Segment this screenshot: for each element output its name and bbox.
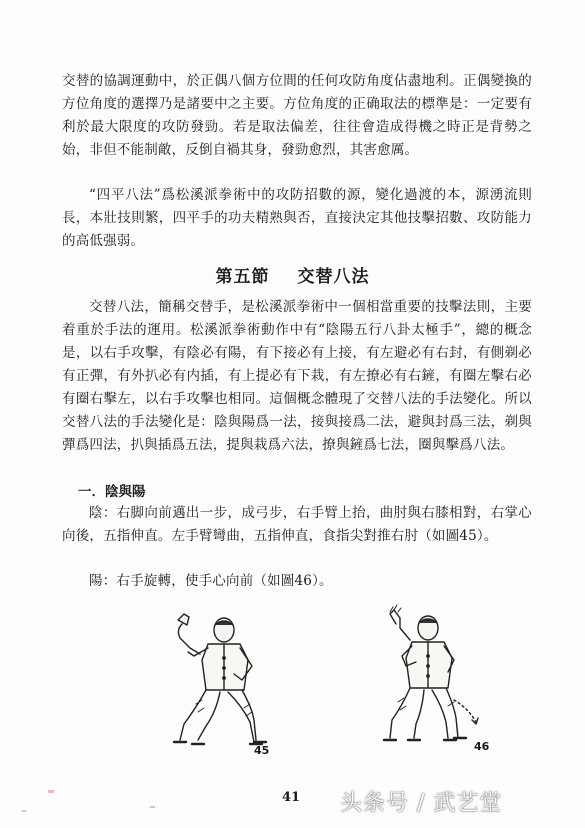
paragraph-4-text: 陰：右脚向前邁出一步，成弓步，右手臂上抬，曲肘與右膝相對，右掌心向後，五指伸直。左手臂彎曲，五指伸直，食指尖對推右肘（如圖45）。 <box>62 505 532 544</box>
paragraph-4 <box>62 502 532 548</box>
section-title-text: 交替八法 <box>297 267 370 287</box>
paragraph-5 <box>62 570 532 593</box>
figure-45-number: 45 <box>254 744 270 757</box>
paragraph-3 <box>62 296 532 457</box>
paragraph-1-text: 交替的協調運動中，於正偶八個方位間的任何攻防角度佔盡地利。正偶變換的方位角度的選擇乃是諸要中之主要。方位角度的正确取法的標準是：一定要有利於最大限度的攻防發勁。若是取法偏差，往往會造成得機之時正是背勢之始，非但不能制敵，反倒自禍其身，發勁愈烈，其害愈厲。 <box>62 73 532 158</box>
martial-artist-figure-icon <box>162 608 312 758</box>
paragraph-3-text: 交替八法，簡稱交替手，是松溪派拳術中一個相當重要的技擊法則，主要着重於手法的運用。松溪派拳術動作中有“陰陽五行八卦太極手”，總的概念是，以右手攻擊，有陰必有陽，有下接必有上接，有左避必有右封，有側剃必有正彈，有外扒必有内插，有上提必有下栽，有左撩必有右鏟，有圈左擊右必有圈右擊左，以右手攻擊也相同。這個概念體現了交替八法的手法變化。所以交替八法的手法變化是：陰與陽爲一法，接與接爲二法，避與封爲三法，剃與彈爲四法，扒與插爲五法，提與栽爲六法，撩與鏟爲七法，圈與擊爲八法。 <box>62 299 532 453</box>
paper-speck <box>48 790 54 793</box>
martial-artist-figure-icon <box>368 604 518 754</box>
paragraph-5-text: 陽：右手旋轉，使手心向前（如圖46）。 <box>89 573 333 589</box>
figure-46-illustration <box>368 604 518 754</box>
section-heading <box>0 262 585 287</box>
page-number: 41 <box>282 790 301 805</box>
figure-45-illustration <box>162 608 312 758</box>
paragraph-2 <box>62 184 532 253</box>
section-label: 第五節 <box>215 267 270 287</box>
paper-speck <box>22 810 26 812</box>
paragraph-2-text: “四平八法”爲松溪派拳術中的攻防招數的源，變化過渡的本，源湧流則長，本壯技則繁，四平手的功夫精熟與否，直接決定其他技擊招數、攻防能力的高低强弱。 <box>62 187 532 249</box>
subheading-yin-yang: 一．陰與陽 <box>78 484 146 500</box>
watermark-text: 头条号 / 武艺堂 <box>340 791 503 816</box>
figure-46-number: 46 <box>474 740 490 753</box>
paper-speck <box>150 806 155 808</box>
paragraph-1 <box>62 70 532 162</box>
